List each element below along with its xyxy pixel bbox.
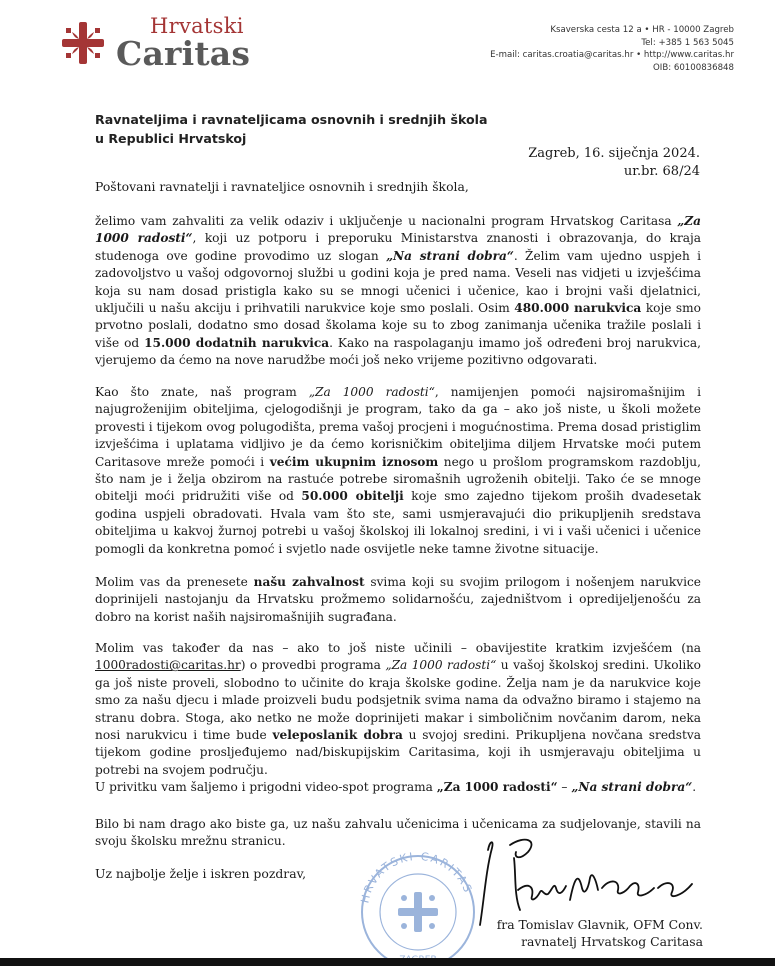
- recipient-line-2: u Republici Hrvatskoj: [95, 131, 247, 146]
- text-run: 480.000 narukvica: [514, 301, 642, 316]
- text-run: Molim vas da prenesete: [95, 575, 254, 589]
- recipient-block: [95, 110, 695, 148]
- text-run: 15.000 dodatnih narukvica: [144, 335, 330, 350]
- handwritten-signature: [470, 830, 700, 930]
- text-run: Bilo bi nam drago ako biste ga, uz našu zahvalu učenicima i učenicama za sudjelovanje, stavili na svoju školsku mrežnu stranicu.: [95, 817, 701, 849]
- paragraph-thanks: [95, 213, 701, 370]
- paragraph-report-request: [95, 640, 701, 797]
- scan-bottom-edge: [0, 958, 775, 966]
- text-run: . Želim vam ujedno uspjeh i zadovoljstvo u vašoj odgovornoj službi u godini koja je pred nama. Veseli nas vidjeti u izvješćima koja su nam dosad pristigla kako su se mnogi učenici i učenice, kao i brojni vaši djelatnici, uključili u našu akciju i prihvatili narukvice koje smo poslali. Osim: [95, 248, 702, 316]
- caritas-logo: [58, 14, 251, 74]
- reference-number: ur.br. 68/24: [623, 164, 700, 179]
- paragraph-gratitude: [95, 574, 701, 626]
- text-run: .: [692, 780, 697, 795]
- text-run[interactable]: 1000radosti@caritas.hr: [95, 658, 241, 673]
- text-run: našu zahvalnost: [253, 575, 365, 589]
- text-run: „Za 1000 radosti“: [436, 780, 558, 795]
- signer-block: [497, 916, 703, 950]
- contact-oib: OIB: 60100836848: [653, 62, 734, 73]
- text-run: 50.000 obitelji: [301, 489, 404, 504]
- closing-salutation: Uz najbolje želje i iskren pozdrav,: [95, 866, 307, 881]
- text-run: koje smo prvotno poslali, dodatno smo dosad školama koje su to zbog zanimanja učenika tražile poslali i više od: [95, 301, 701, 350]
- paragraph-program: [95, 384, 701, 558]
- text-run: , koji uz potporu i preporuku Ministarstva znanosti i obrazovanja, do kraja studenoga ove godine provodimo uz slogan: [95, 231, 701, 263]
- text-run: ) o provedbi programa: [240, 658, 386, 673]
- text-run: „Na strani dobra“: [386, 248, 514, 263]
- text-run: u vašoj školskoj sredini. Ukoliko ga još niste proveli, slobodno to učinite do kraja školske godine. Želja nam je da narukvice koje smo za našu djecu i mlade proizveli budu podsjetnik svima nama da odvažno biramo i stajemo na stranu dobra. Stoga, ako netko ne može doprinijeti makar i simboličnim novčanim darom, neka nosi narukvicu i time bude: [95, 658, 701, 743]
- contact-email-web: E-mail: caritas.croatia@caritas.hr • http://www.caritas.hr: [490, 50, 734, 61]
- text-run: –: [557, 780, 572, 795]
- text-run: , namijenjen pomoći najsiromašnijim i najugroženijim obiteljima, cjelogodišnji je program, tako da ga – ako još niste, u školi možete provesti i tijekom ovog polugodišta, prema vašoj procjeni i mogućnostima. Prema dosad pristiglim izvješćima i uplatama vidljivo je da ćemo korisničkim obiteljima diljem Hrvatske moći putem Caritasove mreže pomoći i: [95, 385, 701, 469]
- recipient-line-1: Ravnateljima i ravnateljicama osnovnih i srednjih škola: [95, 112, 488, 127]
- text-run: „Za 1000 radosti“: [308, 385, 435, 399]
- text-run: „Za 1000 radosti“: [95, 214, 701, 246]
- text-run: koje smo zajedno tijekom proših dvadesetak godina uspjeli obradovati. Hvala vam što ste, sami usmjeravajući dio prikupljenih sredstava obiteljima u kakvoj žurnoj potrebi u vašoj školskoj ili lokalnoj sredini, i vi i vaši učenici i učenice pomogli da konkretna pomoć i svjetlo nade osvijetle neke tamne životne situacije.: [95, 489, 701, 556]
- contact-phone: Tel: +385 1 563 5045: [641, 37, 734, 48]
- signer-name: fra Tomislav Glavnik, OFM Conv.: [496, 917, 703, 932]
- text-run: veleposlanik dobra: [272, 728, 403, 743]
- text-run: većim ukupnim iznosom: [269, 454, 439, 469]
- text-run: „Za 1000 radosti“: [385, 658, 497, 673]
- text-run: nego u prošlom programskom razdoblju, što nam je i želja obzirom na rastuće potrebe siromašnih ugroženih obitelji. Tako će se mnoge obitelji moći pridružiti više od: [95, 454, 701, 504]
- text-run: želimo vam zahvaliti za velik odaziv i uključenje u nacionalni program Hrvatskog Caritasa: [95, 214, 678, 228]
- signer-title: ravnatelj Hrvatskog Caritasa: [521, 934, 703, 949]
- text-run: Molim vas također da nas – ako to još niste učinili – obavijestite kratkim izvješćem (na: [95, 641, 701, 655]
- caritas-stamp: [348, 840, 488, 966]
- text-run: Kao što znate, naš program: [95, 385, 309, 399]
- contact-address: Ksaverska cesta 12 a • HR - 10000 Zagreb: [550, 25, 734, 35]
- text-run: U privitku vam šaljemo i prigodni video-spot programa: [95, 780, 437, 795]
- contact-block: [490, 24, 734, 74]
- date-block: [528, 145, 700, 181]
- text-run: u svojoj sredini. Prikupljena novčana sredstva tijekom godine prosljeđujemo nad/biskupijskim Caritasima, koji ih usmjeravaju obiteljima u potrebi na svojem području.: [95, 728, 701, 777]
- letter-date: Zagreb, 16. siječnja 2024.: [528, 146, 700, 161]
- caritas-cross-icon: [58, 18, 108, 68]
- stamp-text: HRVATSKI CARITAS: [358, 849, 476, 905]
- org-name-main: Caritas: [116, 34, 251, 73]
- text-run: „Na strani dobra“: [571, 780, 693, 795]
- org-name-top: Hrvatski: [150, 14, 244, 38]
- text-run: . Kako na raspolaganju imamo još određeni broj narukvica, vjerujemo da ćemo na nove narudžbe moći još neko vrijeme pozitivno odgovarati.: [95, 335, 701, 368]
- text-run: svima koji su svojim prilogom i nošenjem narukvice doprinijeli nastojanju da Hrvatsku prožmemo solidarnošću, zajedništvom i opredijeljenošću za dobro na korist naših najsiromašnijih sugrađana.: [95, 575, 701, 624]
- greeting: Poštovani ravnatelji i ravnateljice osnovnih i srednjih škola,: [95, 179, 469, 194]
